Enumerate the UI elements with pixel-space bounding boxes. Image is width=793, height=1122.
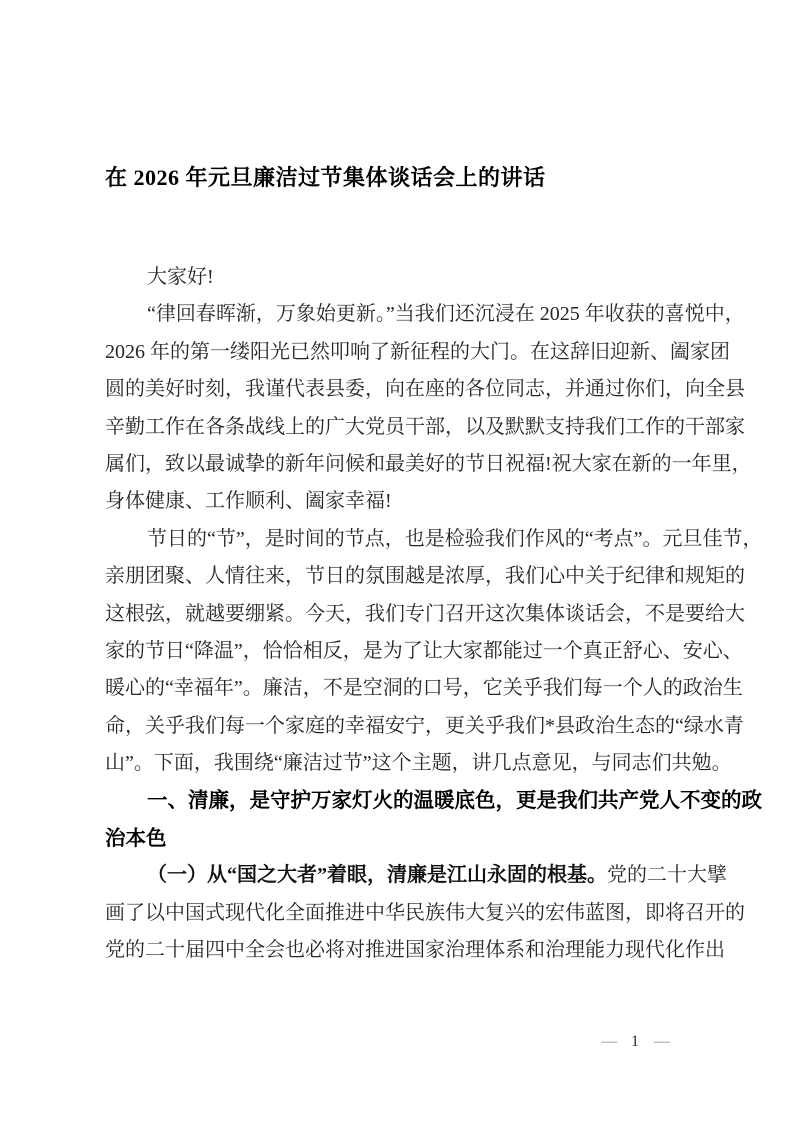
body-line: 辛勤工作在各条战线上的广大党员干部，以及默默支持我们工作的干部家 [105, 415, 745, 438]
body-line: 暖心的“幸福年”。廉洁，不是空洞的口号，它关乎我们每一个人的政治生 [105, 677, 743, 700]
section-heading-line: 治本色 [105, 826, 167, 850]
body-line-text: 党的二十大擘 [607, 864, 727, 887]
body-line: 山”。下面，我围绕“廉洁过节”这个主题，讲几点意见，与同志们共勉。 [105, 752, 732, 775]
body-line: 大家好! [147, 266, 214, 288]
body-line: 2026 年的第一缕阳光已然叩响了新征程的大门。在这辞旧迎新、阖家团 [105, 340, 730, 363]
body-line: 党的二十届四中全会也必将对推进国家治理体系和治理能力现代化作出 [105, 939, 725, 962]
body-line: 亲朋团聚、人情往来，节日的氛围越是浓厚，我们心中关于纪律和规矩的 [105, 565, 745, 588]
body-line: 这根弦，就越要绷紧。今天，我们专门召开这次集体谈话会，不是要给大 [105, 602, 745, 625]
body-line: 家的节日“降温”，恰恰相反，是为了让大家都能过一个真正舒心、安心、 [105, 639, 743, 662]
body-line: 身体健康、工作顺利、阖家幸福! [105, 490, 392, 513]
body-line: 节日的“节”，是时间的节点，也是检验我们作风的“考点”。元旦佳节， [147, 527, 763, 550]
subsection-lead-text: （一）从“国之大者”着眼，清廉是江山永固的根基。 [147, 864, 607, 887]
document-body [105, 259, 763, 969]
subsection-line [105, 857, 727, 894]
document-title: 在 2026 年元旦廉洁过节集体谈话会上的讲话 [105, 165, 546, 190]
body-line: 命，关乎我们每一个家庭的幸福安宁，更关乎我们*县政治生态的“绿水青 [105, 714, 744, 737]
page-number-dash-left: — [601, 1033, 616, 1050]
page-number-value: 1 [631, 1033, 639, 1050]
section-heading-line: 一、清廉，是守护万家灯火的温暖底色，更是我们共产党人不变的政 [147, 789, 762, 813]
body-line: “律回春晖渐，万象始更新。”当我们还沉浸在 2025 年收获的喜悦中， [147, 303, 745, 326]
body-line: 属们，致以最诚挚的新年问候和最美好的节日祝福!祝大家在新的一年里， [105, 452, 752, 475]
body-line: 画了以中国式现代化全面推进中华民族伟大复兴的宏伟蓝图，即将召开的 [105, 901, 745, 924]
body-line: 圆的美好时刻，我谨代表县委，向在座的各位同志，并通过你们，向全县 [105, 378, 745, 401]
page-number [601, 1033, 669, 1051]
page-number-dash-right: — [654, 1033, 669, 1050]
